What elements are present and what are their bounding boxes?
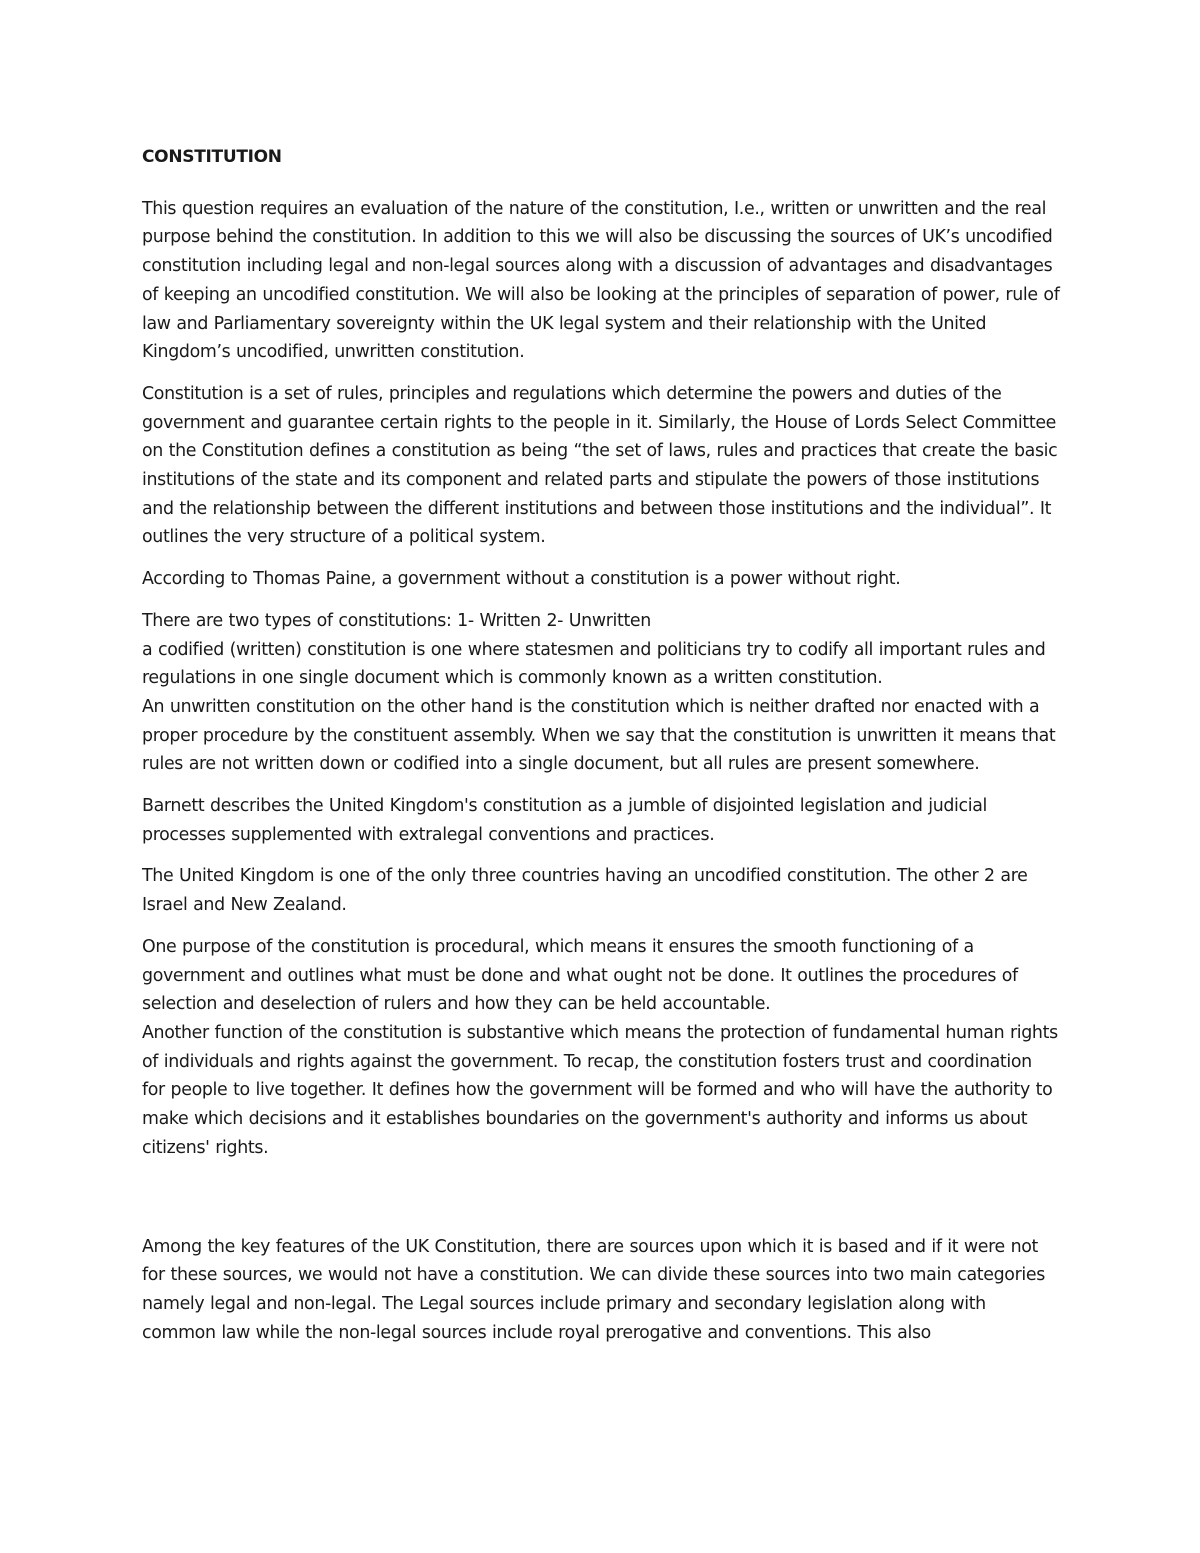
- paragraph-codified-constitution: a codified (written) constitution is one where statesmen and politicians try to codify all important rules and regulations in one single document which is commonly known as a written constitution.: [142, 639, 1046, 689]
- paragraph-introduction: This question requires an evaluation of the nature of the constitution, I.e., written or unwritten and the real purpose behind the constitution. In addition to this we will also be discussing the sources of UK’s uncodified constitution including legal and non-legal sources along with a discussion of advantages and disadvantages of keeping an uncodified constitution. We will also be looking at the principles of separation of power, rule of law and Parliamentary sovereignty within the UK legal system and their relationship with the United Kingdom’s uncodified, unwritten constitution.: [142, 198, 1060, 363]
- paragraph-types-of-constitutions: There are two types of constitutions: 1- Written 2- Unwritten: [142, 610, 651, 631]
- paragraph-thomas-paine: According to Thomas Paine, a government without a constitution is a power without right.: [142, 569, 901, 590]
- paragraph-barnett: Barnett describes the United Kingdom's constitution as a jumble of disjointed legislation and judicial processes supplemented with extralegal conventions and practices.: [142, 796, 988, 845]
- paragraph-three-countries: The United Kingdom is one of the only three countries having an uncodified constitution. The other 2 are Israel and New Zealand.: [142, 866, 1028, 916]
- paragraph-unwritten-constitution: An unwritten constitution on the other hand is the constitution which is neither drafted nor enacted with a proper procedure by the constituent assembly. When we say that the constitution is unwritten it means that rules are not written down or codified into a single document, but all rules are present somewhere.: [142, 696, 1056, 775]
- document-title: CONSTITUTION: [142, 147, 282, 167]
- paragraph-substantive-function: Another function of the constitution is substantive which means the protection of fundamental human rights of individuals and rights against the government. To recap, the constitution fosters trust and coordination for people to live together. It defines how the government will be formed and who will have the authority to make which decisions and it establishes boundaries on the government's authority and informs us about citizens' rights.: [142, 1022, 1058, 1158]
- paragraph-procedural-purpose: One purpose of the constitution is procedural, which means it ensures the smooth functioning of a government and outlines what must be done and what ought not be done. It outlines the procedures of selection and deselection of rulers and how they can be held accountable.: [142, 936, 1018, 1015]
- document-body: [142, 143, 1060, 1347]
- paragraph-definition: Constitution is a set of rules, principles and regulations which determine the powers and duties of the government and guarantee certain rights to the people in it. Similarly, the House of Lords Select Committee on the Constitution defines a constitution as being “the set of laws, rules and practices that create the basic institutions of the state and its component and related parts and stipulate the powers of those institutions and the relationship between the different institutions and between those institutions and the individual”. It outlines the very structure of a political system.: [142, 383, 1058, 548]
- paragraph-sources: Among the key features of the UK Constitution, there are sources upon which it is based and if it were not for these sources, we would not have a constitution. We can divide these sources into two main categories namely legal and non-legal. The Legal sources include primary and secondary legislation along with common law while the non-legal sources include royal prerogative and conventions. This also: [142, 1236, 1045, 1343]
